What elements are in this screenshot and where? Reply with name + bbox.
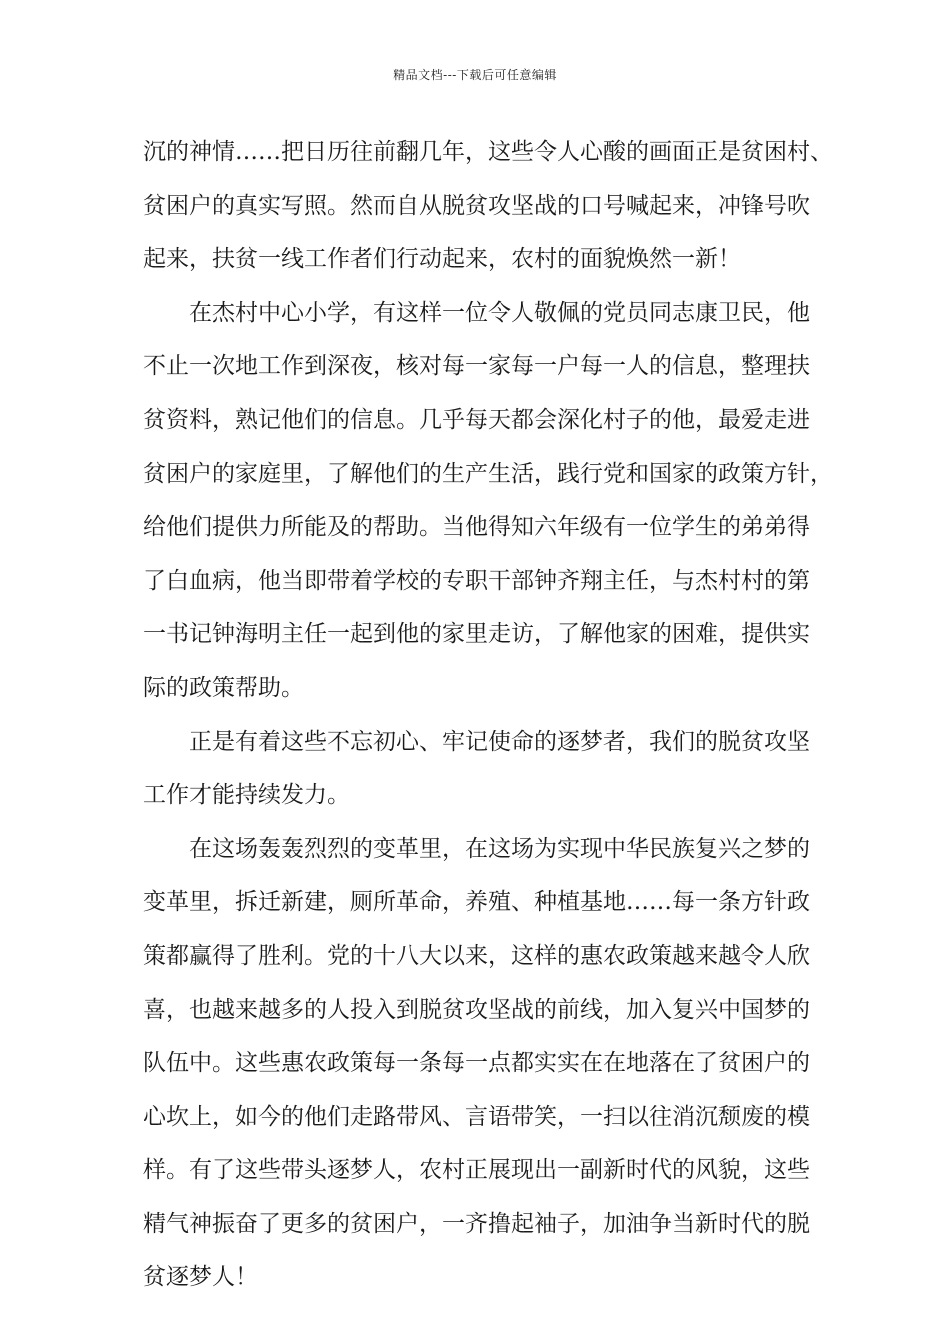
paragraph-3 — [143, 716, 815, 823]
paragraph-2 — [143, 287, 833, 716]
text-line: 心坎上，如今的他们走路带风、言语带笑，一扫以往消沉颓废的模 — [143, 1103, 810, 1130]
page-header: 精品文档---下载后可任意编辑 — [393, 68, 557, 82]
text-line: 贫困户的家庭里，了解他们的生产生活，践行党和国家的政策方针， — [143, 460, 833, 487]
text-line: 贫困户的真实写照。然而自从脱贫攻坚战的口号喊起来，冲锋号吹 — [143, 192, 810, 219]
text-line: 工作才能持续发力。 — [143, 782, 350, 809]
paragraph-4 — [143, 823, 815, 1305]
text-line: 贫逐梦人！ — [143, 1264, 258, 1291]
text-line: 了白血病，他当即带着学校的专职干部钟齐翔主任，与杰村村的第 — [143, 567, 810, 594]
text-line: 沉的神情……把日历往前翻几年，这些令人心酸的画面正是贫困村、 — [143, 139, 833, 165]
text-line: 样。有了这些带头逐梦人，农村正展现出一副新时代的风貌，这些 — [143, 1157, 810, 1184]
text-line: 在这场轰轰烈烈的变革里，在这场为实现中华民族复兴之梦的 — [189, 835, 810, 862]
text-line: 变革里，拆迁新建，厕所革命，养殖、种植基地……每一条方针政 — [143, 889, 810, 916]
text-line: 际的政策帮助。 — [143, 674, 304, 701]
text-line: 给他们提供力所能及的帮助。当他得知六年级有一位学生的弟弟得 — [143, 514, 810, 541]
text-line: 不止一次地工作到深夜，核对每一家每一户每一人的信息，整理扶 — [143, 353, 810, 380]
paragraph-1 — [143, 126, 833, 287]
text-line: 喜，也越来越多的人投入到脱贫攻坚战的前线，加入复兴中国梦的 — [143, 996, 810, 1023]
text-line: 起来，扶贫一线工作者们行动起来，农村的面貌焕然一新！ — [143, 246, 741, 273]
text-line: 在杰村中心小学，有这样一位令人敬佩的党员同志康卫民，他 — [189, 299, 810, 326]
text-line: 贫资料，熟记他们的信息。几乎每天都会深化村子的他，最爱走进 — [143, 406, 810, 433]
document-body — [143, 126, 833, 1305]
text-line: 一书记钟海明主任一起到他的家里走访，了解他家的困难，提供实 — [143, 621, 810, 648]
text-line: 策都赢得了胜利。党的十八大以来，这样的惠农政策越来越令人欣 — [143, 942, 810, 969]
text-line: 队伍中。这些惠农政策每一条每一点都实实在在地落在了贫困户的 — [143, 1050, 810, 1077]
text-line: 精气神振奋了更多的贫困户，一齐撸起袖子，加油争当新时代的脱 — [143, 1210, 810, 1237]
text-line: 正是有着这些不忘初心、牢记使命的逐梦者，我们的脱贫攻坚 — [189, 728, 810, 755]
